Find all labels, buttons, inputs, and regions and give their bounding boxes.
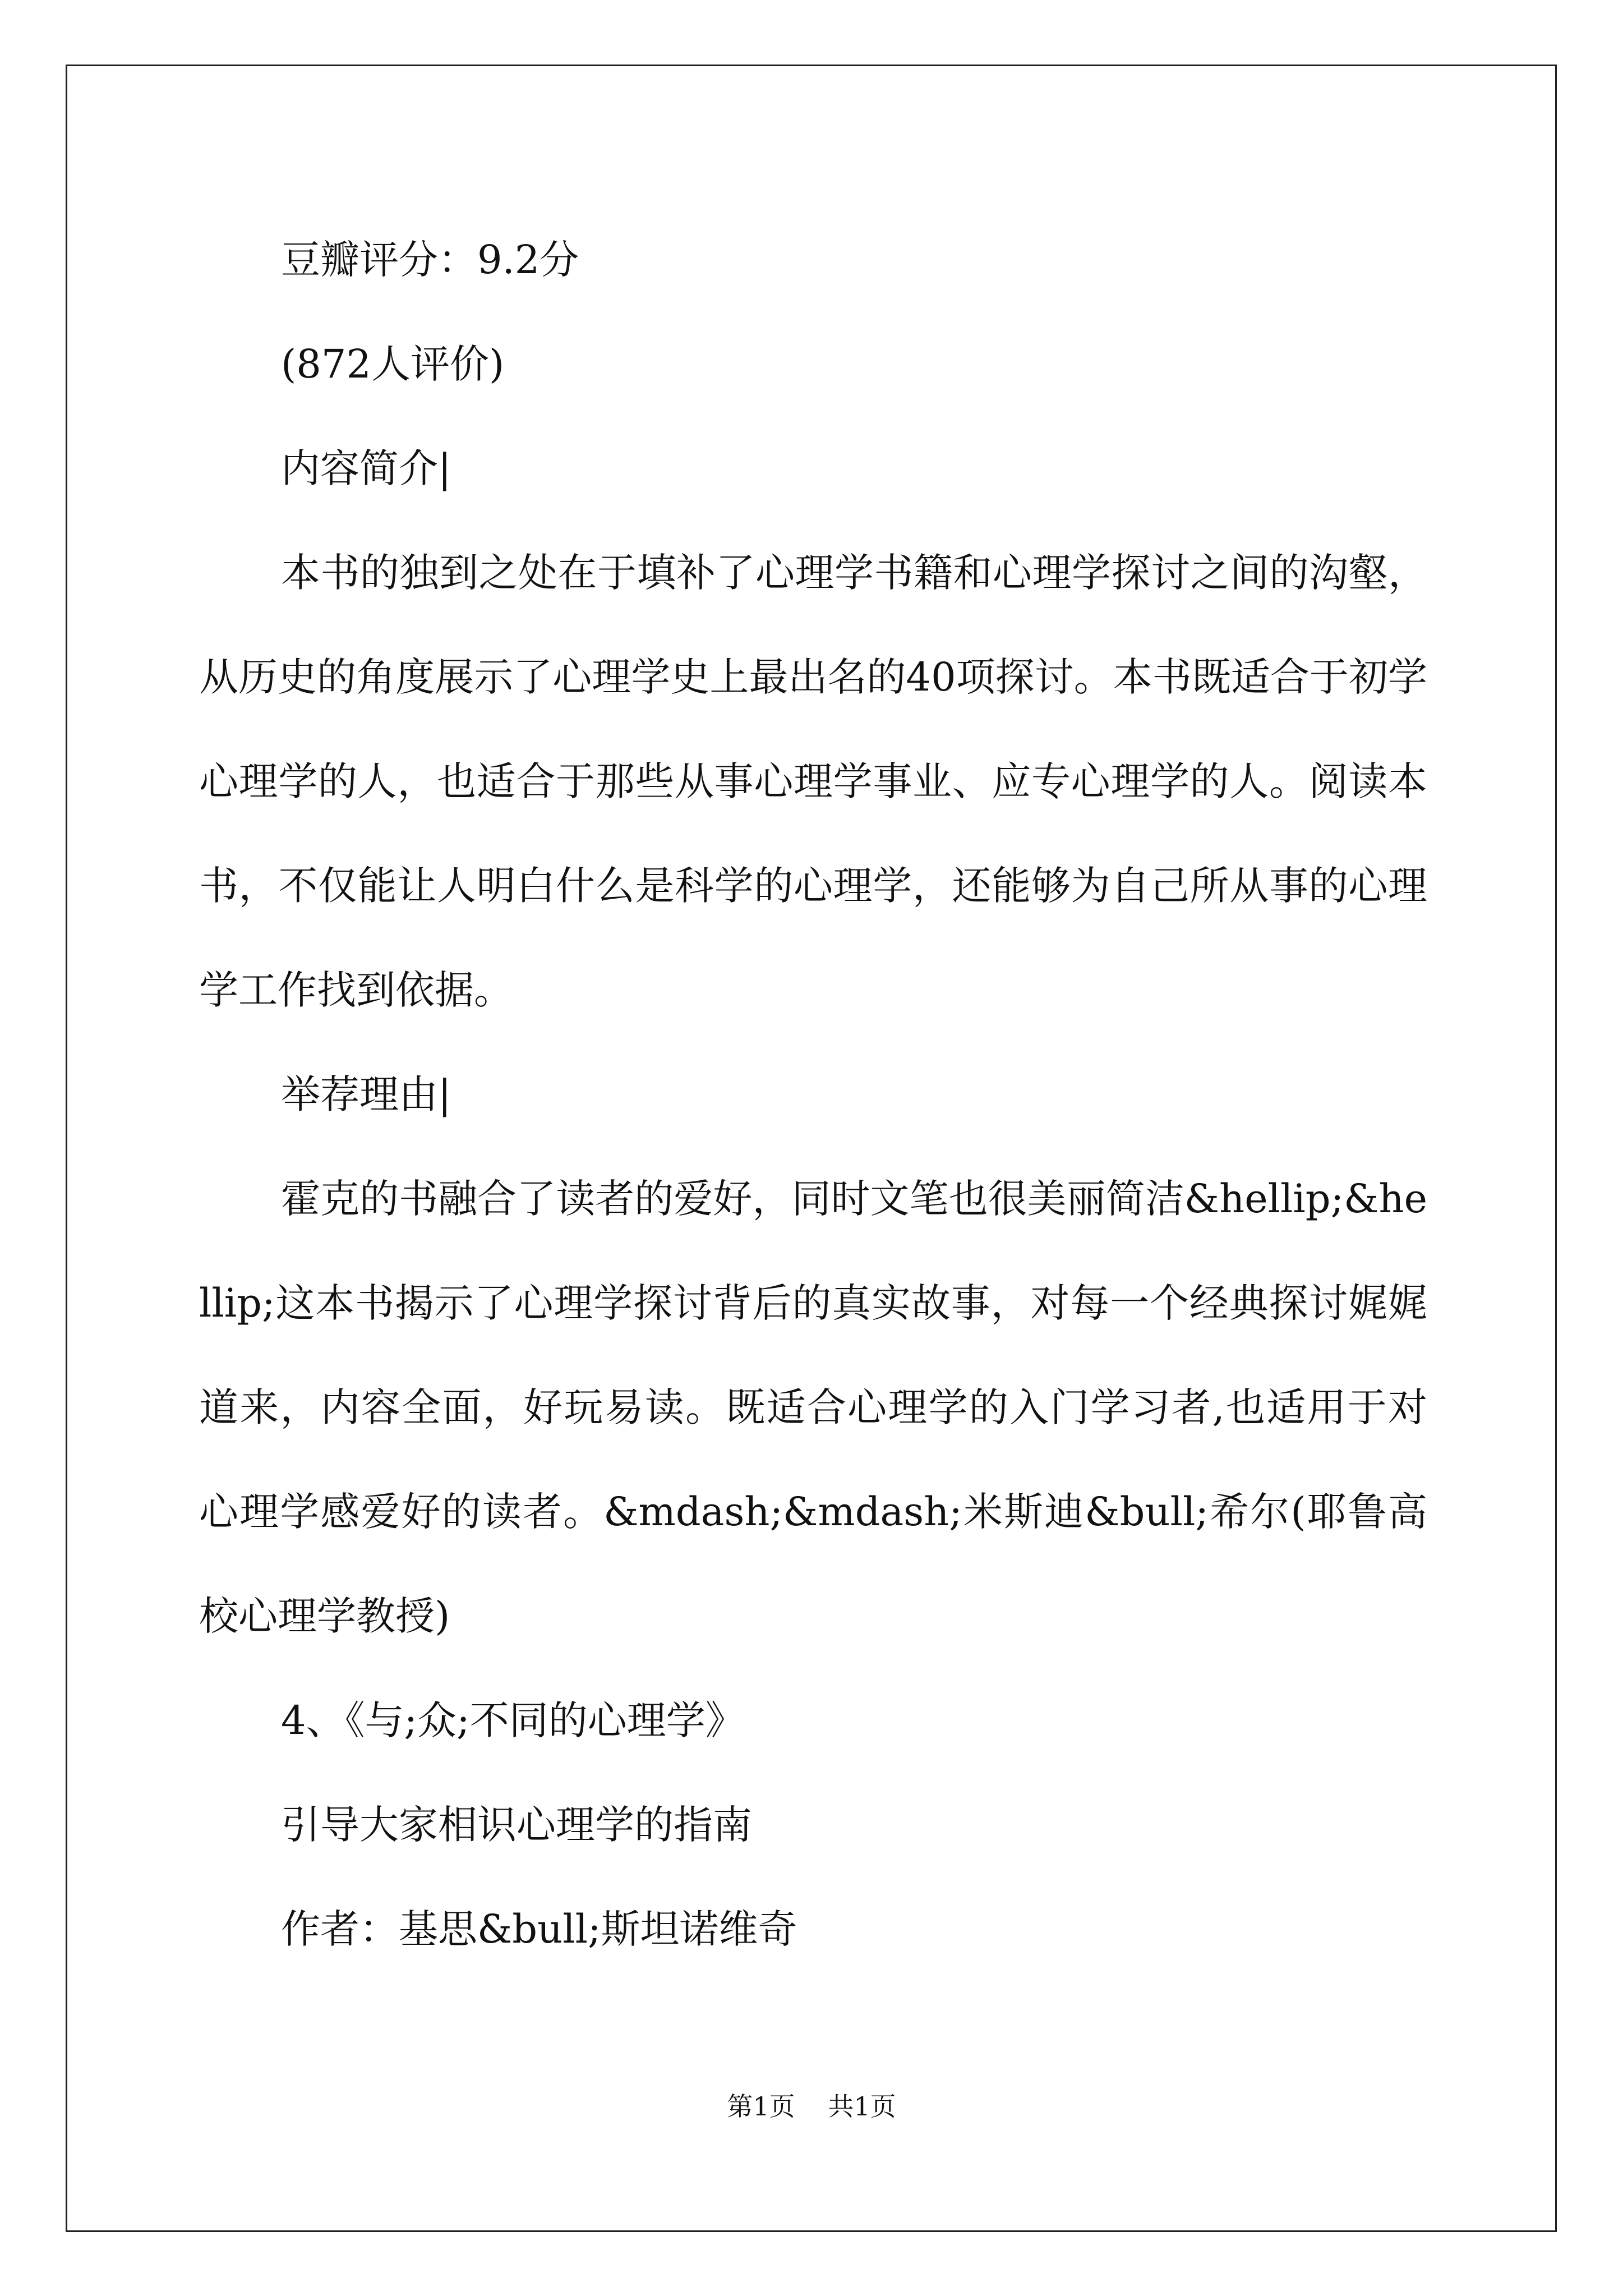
recommendation-paragraph: 霍克的书融合了读者的爱好，同时文笔也很美丽简洁&hellip;&hellip;这本书揭示了心理学探讨背后的真实故事，对每一个经典探讨娓娓道来，内容全面，好玩易读。既适合心理学的入门学习者,也适用于对心理学感爱好的读者。&mdash;&mdash;米斯迪&bull;希尔(耶鲁高校心理学教授) (199, 1176, 1427, 1639)
section-heading-recommendation: 举荐理由| (281, 1071, 451, 1117)
book-author: 作者：基思&bull;斯坦诺维奇 (281, 1906, 797, 1952)
rating-count: (872人评价) (281, 341, 505, 387)
book-title: 4、《与;众;不同的心理学》 (281, 1697, 745, 1743)
page-footer (0, 2090, 1623, 2123)
page-number: 第1页 (727, 2091, 795, 2122)
rating-line: 豆瓣评分：9.2分 (281, 237, 579, 283)
book-subtitle: 引导大家相识心理学的指南 (281, 1802, 752, 1848)
document-body (199, 208, 1427, 1981)
summary-paragraph: 本书的独到之处在于填补了心理学书籍和心理学探讨之间的沟壑，从历史的角度展示了心理学史上最出名的40项探讨。本书既适合于初学心理学的人，也适合于那些从事心理学事业、应专心理学的人。阅读本书，不仅能让人明白什么是科学的心理学，还能够为自己所从事的心理学工作找到依据。 (199, 550, 1427, 1013)
page-total: 共1页 (828, 2091, 896, 2122)
section-heading-summary: 内容简介| (281, 445, 451, 491)
